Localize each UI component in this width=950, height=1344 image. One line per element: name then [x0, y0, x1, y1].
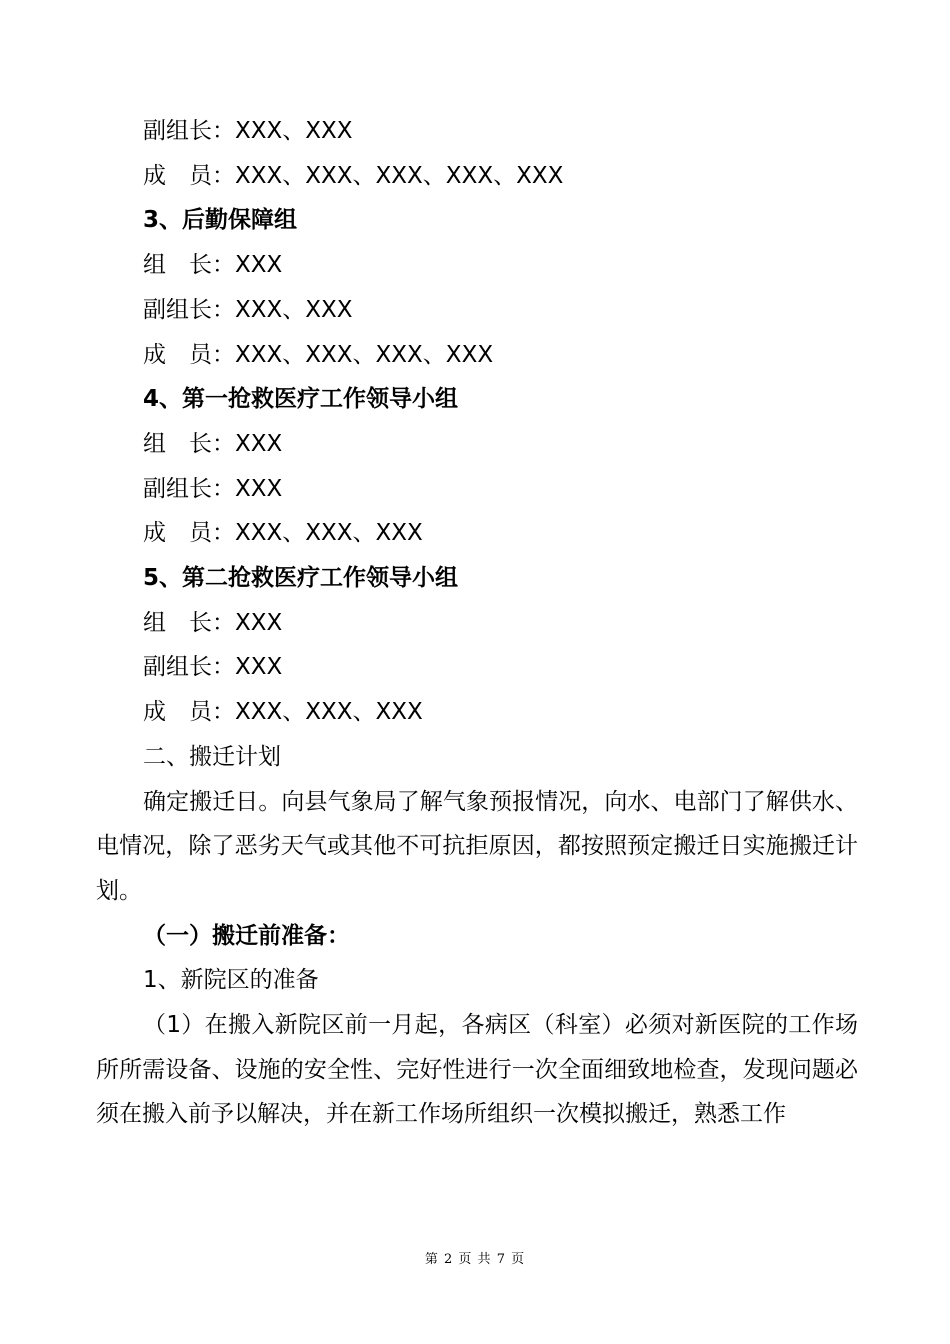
section-heading-rescue-group-2: 5、第二抢救医疗工作领导小组: [143, 565, 459, 592]
member-line-leader-3: 组 长：XXX: [143, 252, 283, 279]
member-line-deputy-leader-4: 副组长：XXX: [143, 475, 283, 502]
item-new-campus-preparation: 1、新院区的准备: [143, 967, 319, 994]
paragraph-relocation-date: 确定搬迁日。向县气象局了解气象预报情况，向水、电部门了解供水、电情况，除了恶劣天气或其他不可抗拒原因，都按照预定搬迁日实施搬迁计划。: [96, 788, 858, 904]
page-footer: 第 2 页 共 7 页: [424, 1252, 526, 1267]
member-line-leader-5: 组 长：XXX: [143, 609, 283, 636]
chapter-heading-relocation-plan: 二、搬迁计划: [143, 743, 281, 770]
member-line-members-1: 成 员：XXX、XXX、XXX、XXX、XXX: [143, 162, 564, 189]
member-line-members-4: 成 员：XXX、XXX、XXX: [143, 520, 423, 547]
member-line-leader-4: 组 长：XXX: [143, 430, 283, 457]
section-heading-logistics: 3、后勤保障组: [143, 207, 298, 234]
section-heading-rescue-group-1: 4、第一抢救医疗工作领导小组: [143, 386, 459, 413]
member-line-members-5: 成 员：XXX、XXX、XXX: [143, 699, 423, 726]
member-line-members-3: 成 员：XXX、XXX、XXX、XXX: [143, 341, 494, 368]
paragraph-preparation-detail: （1）在搬入新院区前一月起，各病区（科室）必须对新医院的工作场所所需设备、设施的安全性、完好性进行一次全面细致地检查，发现问题必须在搬入前予以解决，并在新工作场所组织一次模拟搬迁，熟悉工作: [96, 1012, 858, 1128]
sub-heading-preparation: （一）搬迁前准备：: [143, 922, 350, 949]
document-body: [96, 109, 858, 1137]
member-line-deputy-leader-3: 副组长：XXX、XXX: [143, 296, 353, 323]
member-line-deputy-leader-1: 副组长：XXX、XXX: [143, 118, 353, 144]
member-line-deputy-leader-5: 副组长：XXX: [143, 654, 283, 681]
